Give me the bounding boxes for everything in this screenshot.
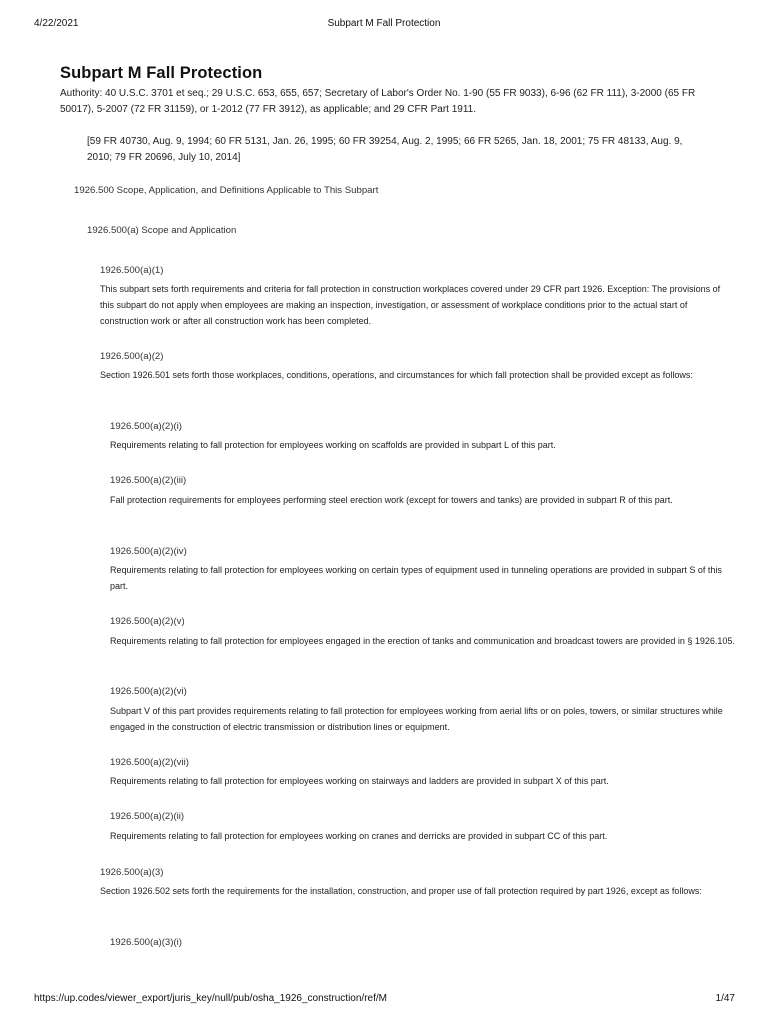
citations-paragraph: [59 FR 40730, Aug. 9, 1994; 60 FR 5131, Jan. 26, 1995; 60 FR 39254, Aug. 2, 1995; 66 FR 5265, Jan. 18, 2001; 75 FR 48133, Aug. 9, 2010; 79 FR 20696, July 10, 2014] [87,136,683,163]
print-header [0,18,768,32]
authority-paragraph: Authority: 40 U.S.C. 3701 et seq.; 29 U.S.C. 653, 655, 657; Secretary of Labor's Order No. 1-90 (55 FR 9033), 6-96 (62 FR 111), 3-2000 (65 FR 50017), 5-2007 (72 FR 31159), or 1-2012 (77 FR 3912), as applicable; and 29 CFR Part 1911. [60,88,696,115]
section-text-a2vii: Requirements relating to fall protection for employees working on stairways and ladders are provided in subpart X of this part. [110,776,609,786]
section-heading-a2vii: 1926.500(a)(2)(vii) [110,757,189,768]
section-text-a2i: Requirements relating to fall protection for employees working on scaffolds are provided in subpart L of this part. [110,440,556,450]
section-heading-a2iii: 1926.500(a)(2)(iii) [110,475,187,486]
section-text-a2iv: Requirements relating to fall protection for employees working on certain types of equipment used in tunneling operations are provided in subpart S of this part. [110,565,722,591]
section-heading-a3: 1926.500(a)(3) [100,867,164,878]
section-heading-a2v: 1926.500(a)(2)(v) [110,616,185,627]
print-date: 4/22/2021 [34,18,79,29]
page-title: Subpart M Fall Protection [60,64,263,82]
print-doc-title: Subpart M Fall Protection [327,18,441,29]
section-heading-a2: 1926.500(a)(2) [100,351,164,362]
section-text-a2: Section 1926.501 sets forth those workplaces, conditions, operations, and circumstances for which fall protection shall be provided except as follows: [100,370,693,380]
section-heading-a2vi: 1926.500(a)(2)(vi) [110,686,187,697]
section-heading-a: 1926.500(a) Scope and Application [87,225,237,236]
section-heading-a1: 1926.500(a)(1) [100,265,164,276]
source-url: https://up.codes/viewer_export/juris_key/null/pub/osha_1926_construction/ref/M [34,993,387,1004]
section-text-a2v: Requirements relating to fall protection for employees engaged in the erection of tanks and communication and broadcast towers are provided in § 1926.105. [110,636,735,646]
section-text-a2ii: Requirements relating to fall protection for employees working on cranes and derricks are provided in subpart CC of this part. [110,831,608,841]
page-number: 1/47 [715,993,735,1004]
section-heading-1926-500: 1926.500 Scope, Application, and Definitions Applicable to This Subpart [74,185,379,196]
section-text-a2vi: Subpart V of this part provides requirements relating to fall protection for employees working from aerial lifts or on poles, towers, or similar structures while engaged in the construction of electric transmission or distribution lines or equipment. [110,706,723,732]
section-heading-a2i: 1926.500(a)(2)(i) [110,421,182,432]
section-heading-a2ii: 1926.500(a)(2)(ii) [110,811,185,822]
section-heading-a3i: 1926.500(a)(3)(i) [110,937,182,948]
section-text-a1: This subpart sets forth requirements and criteria for fall protection in construction workplaces covered under 29 CFR part 1926. Exception: The provisions of this subpart do not apply when employees are making an inspection, investigation, or assessment of workplace conditions prior to the actual start of construction work or after all construction work has been completed. [100,284,721,326]
section-text-a2iii: Fall protection requirements for employees performing steel erection work (except for towers and tanks) are provided in subpart R of this part. [110,495,673,505]
section-text-a3: Section 1926.502 sets forth the requirements for the installation, construction, and proper use of fall protection required by part 1926, except as follows: [100,886,702,896]
section-heading-a2iv: 1926.500(a)(2)(iv) [110,546,187,557]
